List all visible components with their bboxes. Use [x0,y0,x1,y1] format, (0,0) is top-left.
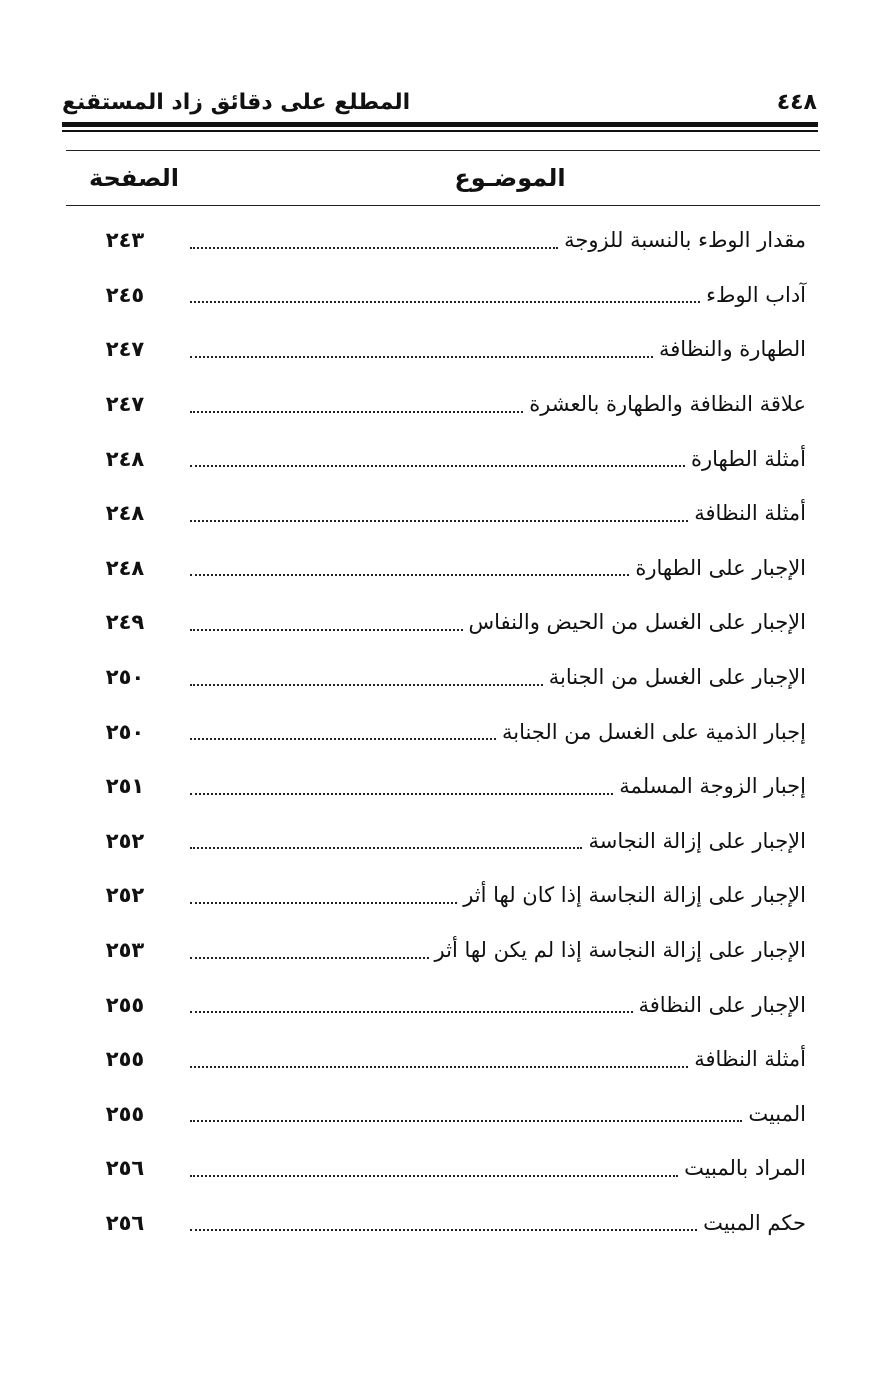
dot-leader [190,901,457,904]
toc-entry [66,213,818,268]
toc-entry-title: الإجبار على إزالة النجاسة [588,828,806,853]
table-of-contents [66,213,818,1250]
dot-leader [190,300,700,303]
toc-entry-title: المراد بالمبيت [684,1156,806,1181]
toc-entry [66,814,818,869]
toc-entry-page: ٢٥٥ [105,992,145,1017]
toc-entry-title: أمثلة الطهارة [691,446,806,471]
dot-leader [190,1174,678,1177]
toc-entry [66,322,818,377]
toc-entry-title: إجبار الزوجة المسلمة [619,774,806,799]
dot-leader [190,737,496,740]
toc-entry [66,759,818,814]
toc-entry-page: ٢٥٦ [105,1210,145,1235]
dot-leader [190,246,558,249]
toc-entry-page: ٢٥١ [105,774,145,799]
toc-entry-title: مقدار الوطء بالنسبة للزوجة [564,228,806,253]
column-header-page: الصفحة [88,164,179,192]
header-thin-rule [62,130,818,132]
toc-entry-page: ٢٥٣ [105,938,145,963]
toc-entry [66,541,818,596]
toc-entry-page: ٢٤٣ [105,228,145,253]
dot-leader [190,683,543,686]
dot-leader [190,956,429,959]
running-header [62,88,817,124]
toc-entry-title: أمثلة النظافة [694,501,806,526]
dot-leader [190,846,582,849]
dot-leader [190,355,653,358]
toc-entry-title: الإجبار على الغسل من الجنابة [548,665,806,690]
toc-entry [66,650,818,705]
toc-entry-page: ٢٤٩ [105,610,145,635]
toc-entry-title: آداب الوطء [706,282,806,307]
page-number: ٤٤٨ [776,90,817,115]
table-top-rule [66,150,820,151]
toc-entry-page: ٢٥٥ [105,1101,145,1126]
dot-leader [190,1065,688,1068]
toc-entry-title: المبيت [748,1101,806,1126]
table-header-rule [66,205,820,206]
toc-entry-title: الإجبار على الغسل من الحيض والنفاس [468,610,806,635]
toc-entry-title: أمثلة النظافة [694,1047,806,1072]
toc-entry-page: ٢٥٦ [105,1156,145,1181]
toc-entry [66,1141,818,1196]
dot-leader [190,1228,697,1231]
toc-entry-title: الإجبار على إزالة النجاسة إذا لم يكن لها أثر [434,938,806,963]
dot-leader [190,628,463,631]
toc-entry-page: ٢٥٢ [105,883,145,908]
toc-entry [66,377,818,432]
toc-entry-title: الطهارة والنظافة [659,337,806,362]
toc-entry-page: ٢٤٨ [105,501,145,526]
toc-entry [66,1032,818,1087]
dot-leader [190,573,629,576]
toc-entry-page: ٢٤٨ [105,446,145,471]
toc-entry [66,1087,818,1142]
header-thick-rule [62,122,818,127]
toc-entry [66,595,818,650]
toc-entry-page: ٢٥٢ [105,828,145,853]
toc-entry [66,923,818,978]
toc-entry-page: ٢٥٥ [105,1047,145,1072]
dot-leader [190,519,688,522]
dot-leader [190,792,613,795]
toc-entry-title: إجبار الذمية على الغسل من الجنابة [501,719,806,744]
toc-entry [66,704,818,759]
toc-entry [66,868,818,923]
toc-entry-title: حكم المبيت [703,1210,806,1235]
toc-entry [66,431,818,486]
toc-entry-page: ٢٤٨ [105,555,145,580]
toc-entry-title: الإجبار على النظافة [638,992,806,1017]
column-header-topic: الموضـوع [454,164,566,192]
dot-leader [190,464,685,467]
dot-leader [190,1119,742,1122]
toc-entry [66,486,818,541]
toc-entry [66,268,818,323]
toc-entry-page: ٢٥٠ [105,719,145,744]
toc-entry-title: علاقة النظافة والطهارة بالعشرة [529,392,806,417]
toc-entry-page: ٢٤٧ [105,337,145,362]
book-title: المطلع على دقائق زاد المستقنع [62,90,411,115]
toc-entry-page: ٢٥٠ [105,665,145,690]
toc-entry-page: ٢٤٧ [105,392,145,417]
toc-entry-page: ٢٤٥ [105,282,145,307]
toc-entry-title: الإجبار على إزالة النجاسة إذا كان لها أثر [463,883,806,908]
dot-leader [190,1010,633,1013]
toc-entry [66,977,818,1032]
toc-entry [66,1196,818,1251]
toc-entry-title: الإجبار على الطهارة [635,555,806,580]
dot-leader [190,410,523,413]
